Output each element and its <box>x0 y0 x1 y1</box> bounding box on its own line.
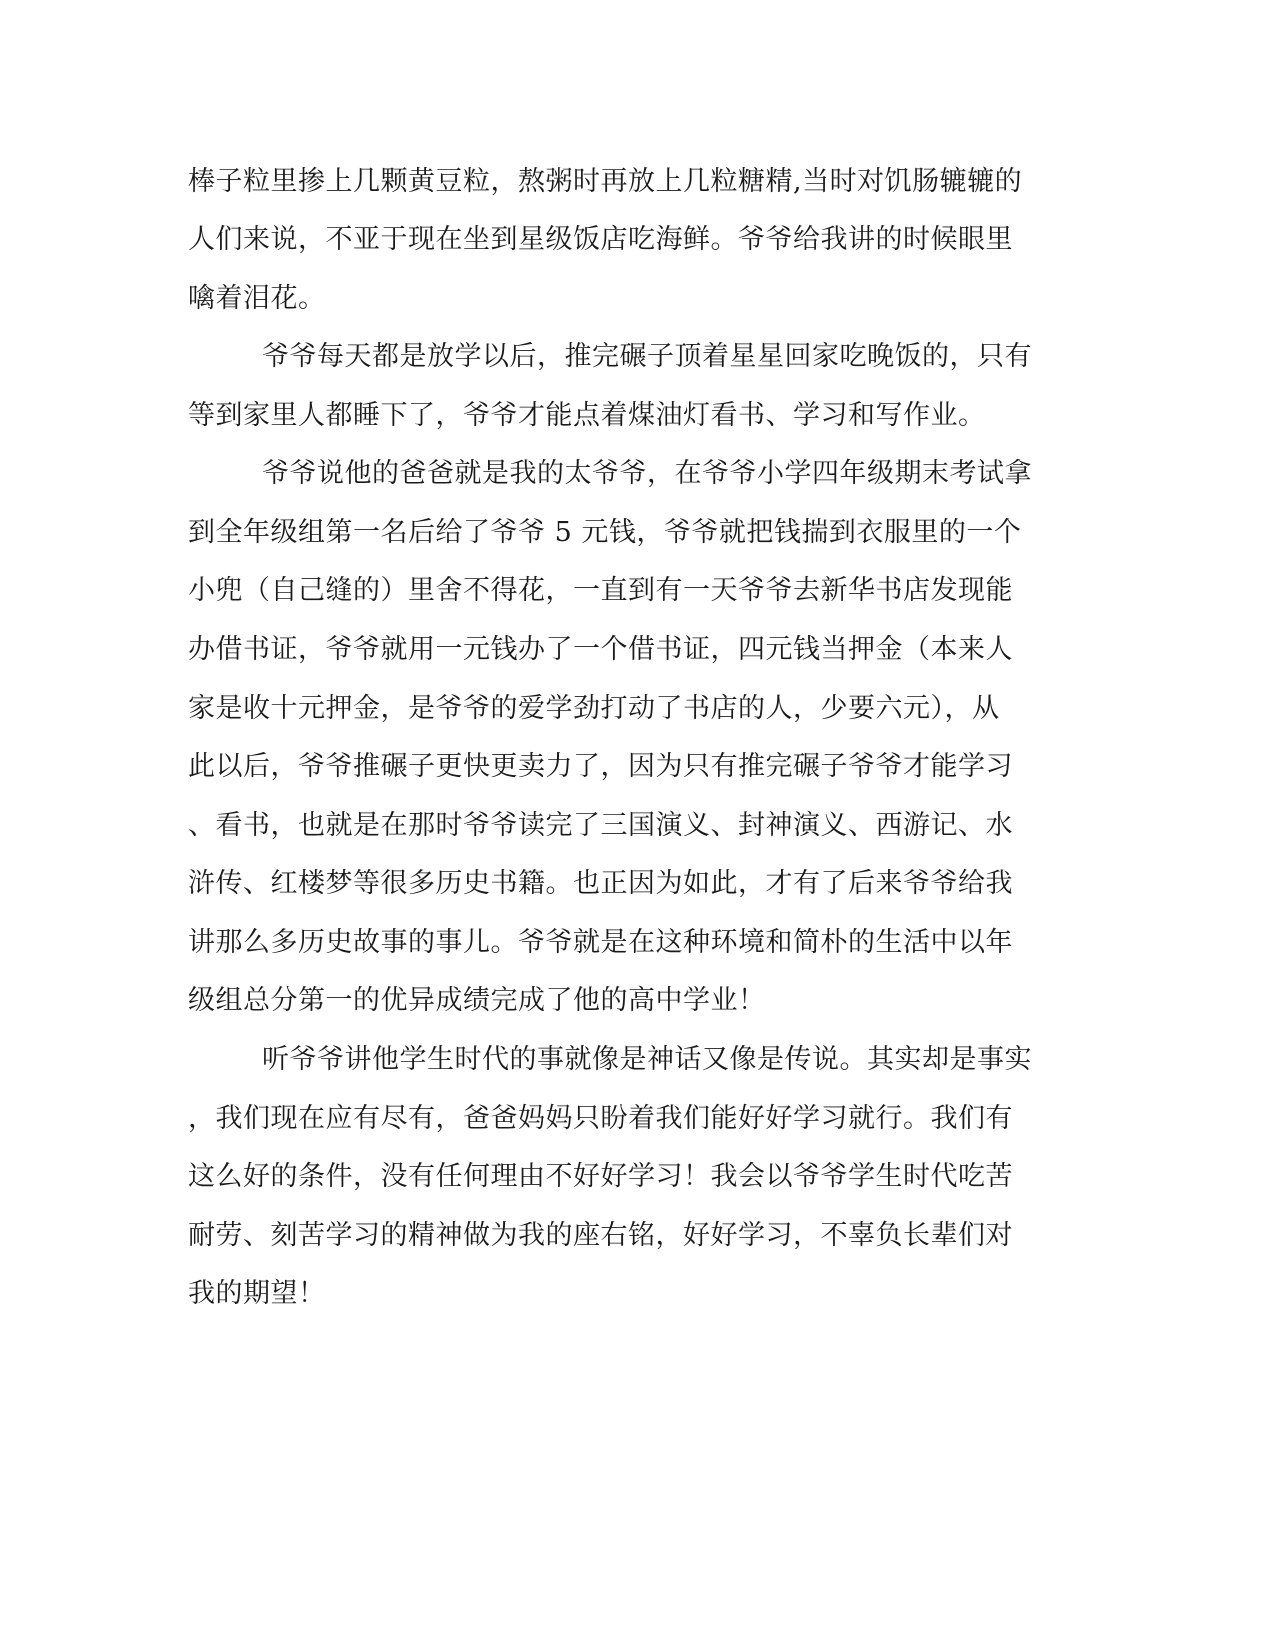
text-line: 讲那么多历史故事的事儿。爷爷就是在这种环境和简朴的生活中以年 <box>188 927 1013 958</box>
paragraph-first-line: 爷爷每天都是放学以后，推完碾子顶着星星回家吃晚饭的，只有 <box>262 341 1032 372</box>
text-line: 级组总分第一的优异成绩完成了他的高中学业！ <box>188 985 766 1016</box>
text-line: ，我们现在应有尽有，爸爸妈妈只盼着我们能好好学习就行。我们有 <box>188 1103 1013 1134</box>
text-line: 到全年级组第一名后给了爷爷 5 元钱，爷爷就把钱揣到衣服里的一个 <box>188 517 1022 548</box>
text-line: 人们来说，不亚于现在坐到星级饭店吃海鲜。爷爷给我讲的时候眼里 <box>188 224 1013 255</box>
text-line: 我的期望！ <box>188 1278 326 1309</box>
text-line: 噙着泪花。 <box>188 283 326 314</box>
text-line: 棒子粒里掺上几颗黄豆粒，熬粥时再放上几粒糖精,当时对饥肠辘辘的 <box>188 166 1023 197</box>
text-line: 此以后，爷爷推碾子更快更卖力了，因为只有推完碾子爷爷才能学习 <box>188 751 1013 782</box>
text-line: 、看书，也就是在那时爷爷读完了三国演义、封神演义、西游记、水 <box>188 810 1013 841</box>
text-line: 家是收十元押金，是爷爷的爱学劲打动了书店的人，少要六元），从 <box>188 693 1000 724</box>
text-line: 办借书证，爷爷就用一元钱办了一个借书证，四元钱当押金（本来人 <box>188 634 1013 665</box>
paragraph-first-line: 爷爷说他的爸爸就是我的太爷爷，在爷爷小学四年级期末考试拿 <box>262 458 1032 489</box>
text-line: 等到家里人都睡下了，爷爷才能点着煤油灯看书、学习和写作业。 <box>188 400 986 431</box>
paragraph-first-line: 听爷爷讲他学生时代的事就像是神话又像是传说。其实却是事实 <box>262 1044 1032 1075</box>
text-line: 小兜（自己缝的）里舍不得花，一直到有一天爷爷去新华书店发现能 <box>188 575 1013 606</box>
text-line: 耐劳、刻苦学习的精神做为我的座右铭，好好学习，不辜负长辈们对 <box>188 1220 1013 1251</box>
text-line: 浒传、红楼梦等很多历史书籍。也正因为如此，才有了后来爷爷给我 <box>188 868 1013 899</box>
text-line: 这么好的条件，没有任何理由不好好学习！我会以爷爷学生时代吃苦 <box>188 1161 1013 1192</box>
